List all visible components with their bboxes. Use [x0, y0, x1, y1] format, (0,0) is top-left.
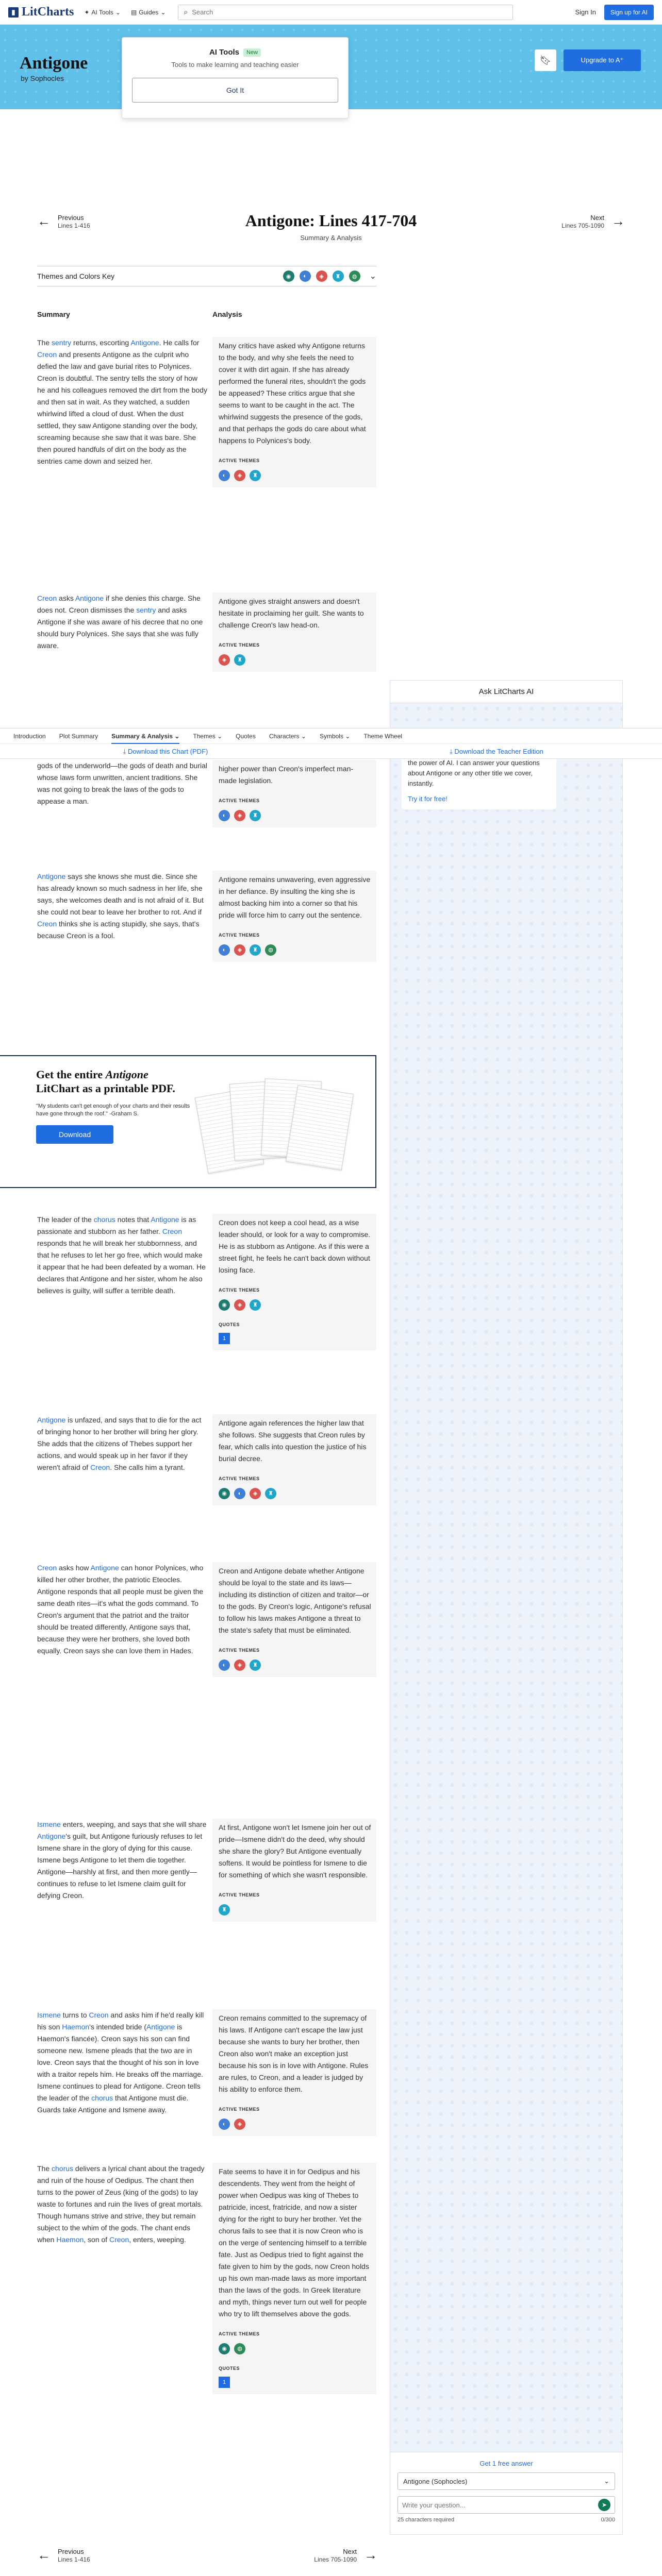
summary-text	[37, 2163, 207, 2246]
analysis-box	[212, 1414, 376, 1505]
download-chart-label: Download this Chart (PDF)	[128, 747, 208, 755]
summary-fragment: 's guilt, but Antigone furiously refuses to let Ismene share in the glory of dying for this cause. Ismene begs Antigone to let them die together. Antigone—harshly at first, and then more gently—continues to refuse to let Ismene claim guilt for defying Creon.	[37, 1832, 203, 1900]
character-link[interactable]: Creon	[162, 1227, 182, 1235]
ai-question-form	[390, 2452, 622, 2534]
summary-fragment: that Antigone must die. Guards take Antigone and Ismene away.	[37, 2094, 189, 2114]
theme-icon[interactable]: ◐	[219, 470, 230, 481]
summary-fragment: notes that	[115, 1215, 151, 1224]
summary-fragment: returns, escorting	[71, 338, 131, 347]
summary-fragment: says she knows she must die. Since she has already known so much sadness in her life, she says, she welcomes death and is not afraid of it. But she could not bear to leave her brother to rot. And if	[37, 872, 204, 916]
theme-icon[interactable]: ◐	[234, 1488, 245, 1499]
search-input[interactable]	[192, 8, 507, 16]
chevron-down-icon: ⌄	[115, 8, 121, 16]
active-themes-label: ACTIVE THEMES	[219, 642, 260, 648]
download-teacher-link[interactable]: ⤓ Download the Teacher Edition	[450, 747, 543, 755]
page-title: Antigone: Lines 417-704	[245, 211, 417, 230]
theme-icon: ◐	[300, 270, 311, 282]
theme-icon[interactable]: ◍	[265, 944, 276, 956]
chevron-down-icon: ⌄	[369, 272, 376, 281]
analysis-text: higher power than Creon's imperfect man-made legislation.	[219, 765, 354, 785]
popup-title-text: AI Tools	[209, 48, 240, 57]
tab-plot-summary[interactable]: Plot Summary	[59, 732, 98, 740]
theme-icon[interactable]: ♜	[234, 654, 245, 666]
tab-summary-analysis[interactable]: Summary & Analysis ⌄	[111, 733, 179, 744]
ai-intro-text: the power of AI. I can answer your questions about Antigone or any other title we cover, instantly.	[408, 759, 540, 787]
summary-fragment: asks how	[57, 1564, 91, 1572]
sign-in-link[interactable]: Sign In	[575, 8, 596, 16]
analysis-box	[212, 1562, 376, 1677]
summary-fragment: is unfazed, and says that to die for the act of bringing honor to her brother will bring her glory. She adds that the citizens of Thebes support her actions, and would speak up in her favor if they weren't afraid of	[37, 1416, 202, 1471]
theme-icons	[283, 270, 360, 282]
arrow-right-icon: →	[364, 2547, 377, 2563]
arrow-left-icon: ←	[37, 213, 51, 229]
promo-quote: "My students can't get enough of your charts and their results have gone through the roof." -Graham S.	[36, 1103, 190, 1117]
summary-fragment: enters, weeping, and says that she will share	[60, 1820, 207, 1828]
theme-icon[interactable]: ◈	[234, 944, 245, 956]
character-link[interactable]: Creon	[37, 594, 57, 602]
active-themes-icons	[219, 1904, 371, 1916]
summary-text	[37, 1214, 207, 1297]
theme-icon[interactable]: ♜	[265, 1488, 276, 1499]
next-sub: Lines 705-1090	[314, 2555, 357, 2563]
analysis-text: Creon does not keep a cool head, as a wise leader should, or look for a way to compromise. He is as stubborn as Antigone. As if this were a street fight, he feels he can't back down without losing face.	[219, 1218, 371, 1274]
summary-text	[37, 1819, 207, 1902]
theme-icon[interactable]: ◐	[219, 944, 230, 956]
book-author: by Sophocles	[21, 74, 64, 82]
theme-icon[interactable]: ◐	[219, 2119, 230, 2130]
sparkle-icon: ✦	[84, 8, 90, 16]
analysis-text: Antigone again references the higher law that she follows. She suggests that Creon rules by fear, which calls into question the justice of his burial decree.	[219, 1419, 367, 1463]
character-link[interactable]: Antigone	[151, 1215, 179, 1224]
guides-label: Guides	[139, 8, 159, 16]
summary-fragment: is Haemon's fiancée). Creon says his son can find someone new. Ismene pleads that the two are in love. Creon says that the thought of his son in love with a traitor repels him. He breaks off the marriage. Ismene continues to plead for Antigone. Creon tells the leader of the	[37, 2023, 203, 2102]
summary-fragment: and presents Antigone as the culprit who defied the law and gave burial rites to Polynices. Creon is doubtful. The sentry tells the story of how he and his colleagues removed the dirt from the body and then sat in wait. As they watched, a sudden whirlwind lifted a cloud of dust. When the dust settled, they saw Antigone standing over the body, screaming because she saw that it was bare. She then poured handfuls of dirt on the body as the sentries came down and seized her.	[37, 350, 207, 465]
download-row	[0, 744, 662, 759]
active-themes-label: ACTIVE THEMES	[219, 1476, 260, 1481]
theme-icon[interactable]: ♜	[250, 470, 261, 481]
bookmark-button[interactable]	[535, 49, 556, 71]
summary-fragment: 's intended bride (	[89, 2023, 147, 2031]
theme-icon[interactable]: ◐	[219, 810, 230, 821]
active-themes-icons	[219, 2119, 371, 2130]
active-themes-icons	[219, 2343, 371, 2354]
character-link[interactable]: chorus	[93, 1215, 115, 1224]
quotes-label: QUOTES	[219, 1322, 240, 1327]
themes-key-toggle[interactable]	[37, 266, 376, 286]
got-it-button[interactable]: Got It	[132, 78, 338, 103]
theme-icon[interactable]: ◈	[219, 654, 230, 666]
download-teacher-label: Download the Teacher Edition	[454, 747, 543, 755]
theme-icon[interactable]: ♜	[219, 1904, 230, 1916]
title-select-value: Antigone (Sophocles)	[403, 2477, 468, 2485]
promo-title	[36, 1067, 191, 1095]
tab-characters[interactable]: Characters ⌄	[269, 732, 306, 740]
analysis-box	[212, 1214, 376, 1350]
character-link[interactable]: Ismene	[37, 2011, 61, 2019]
active-themes-label: ACTIVE THEMES	[219, 2107, 260, 2112]
theme-icon[interactable]: ◉	[219, 1488, 230, 1499]
ai-intro-bubble	[402, 753, 556, 809]
chapter-nav	[37, 211, 625, 242]
chevron-down-icon: ⌄	[160, 8, 166, 16]
active-themes-icons	[219, 654, 371, 666]
prev-label: Previous	[58, 2547, 84, 2555]
analysis-box	[212, 1819, 376, 1922]
summary-text	[37, 760, 207, 807]
next-sub: Lines 705-1090	[561, 222, 604, 229]
summary-text	[37, 337, 207, 467]
analysis-box	[212, 2009, 376, 2136]
active-themes-icons	[219, 1659, 371, 1671]
theme-icon[interactable]: ♜	[250, 810, 261, 821]
ai-tools-label: AI Tools	[91, 8, 113, 16]
theme-icon: ◍	[349, 270, 360, 282]
char-counter	[398, 2517, 615, 2523]
theme-icon[interactable]: ◈	[234, 810, 245, 821]
prev-sub: Lines 1-416	[58, 222, 90, 229]
download-button[interactable]: Download	[36, 1125, 113, 1144]
logo-mark-icon: ▮	[8, 7, 19, 18]
summary-fragment: if she denies this charge. She does not. Creon dismisses the	[37, 594, 201, 614]
send-icon[interactable]: ➤	[598, 2499, 610, 2511]
quote-count-badge[interactable]: 1	[219, 2377, 230, 2388]
bottom-chapter-nav	[37, 2545, 377, 2576]
book-title: Antigone	[20, 54, 88, 73]
analysis-heading: Analysis	[212, 310, 242, 318]
theme-icon: ♜	[333, 270, 344, 282]
character-link[interactable]: Creon	[37, 350, 57, 359]
character-link[interactable]: Haemon	[62, 2023, 90, 2031]
theme-icon[interactable]: ◈	[234, 2119, 245, 2130]
tab-quotes[interactable]: Quotes	[236, 732, 256, 740]
bookmark-icon: 🔖︎	[539, 55, 552, 65]
character-link[interactable]: Antigone	[90, 1564, 119, 1572]
character-link[interactable]: Antigone	[37, 872, 66, 880]
character-link[interactable]: Antigone	[37, 1832, 66, 1840]
page-subtitle: Summary & Analysis	[300, 234, 362, 242]
free-answer-link[interactable]: Get 1 free answer	[479, 2460, 533, 2467]
upgrade-button[interactable]: Upgrade to A⁺	[564, 49, 641, 71]
summary-fragment: responds that he will break her stubbornness, and that he refuses to let her go free, which would make it appear that he had been defeated by a woman. He declares that Antigone and her sister, whom he also believes is guilty, will suffer a terrible death.	[37, 1239, 206, 1295]
ai-panel-title: Ask LitCharts AI	[390, 681, 622, 703]
tab-symbols[interactable]: Symbols ⌄	[319, 732, 351, 740]
logo-text: LitCharts	[22, 5, 74, 19]
theme-icon[interactable]: ◈	[234, 1659, 245, 1671]
analysis-text: Creon remains committed to the supremacy of his laws. If Antigone can't escape the law just because she wants to bury her brother, then Creon also won't make an exception just because his son is in love with Antigone. Rules are rules, to Creon, and a leader is judged by his ability to enforce them.	[219, 2014, 369, 2093]
quote-count-badge[interactable]: 1	[219, 1333, 230, 1344]
theme-icon[interactable]: ♜	[250, 1299, 261, 1311]
analysis-box	[212, 2163, 376, 2394]
next-label: Next	[590, 213, 604, 222]
active-themes-icons	[219, 1299, 371, 1311]
previous-link-bottom[interactable]	[37, 2547, 90, 2563]
analysis-text: Antigone gives straight answers and doesn't hesitate in proclaiming her guilt. She wants to challenge Creon's law head-on.	[219, 597, 364, 629]
character-link[interactable]: sentry	[136, 606, 156, 614]
tab-theme-wheel[interactable]: Theme Wheel	[363, 732, 403, 740]
arrow-left-icon: ←	[37, 2547, 51, 2563]
question-placeholder: Write your question...	[402, 2501, 466, 2509]
active-themes-icons	[219, 470, 371, 481]
summary-fragment: and asks him if he'd really kill his son	[37, 2011, 204, 2031]
next-label: Next	[343, 2547, 357, 2555]
character-link[interactable]: Antigone	[146, 2023, 175, 2031]
prev-label: Previous	[58, 213, 84, 222]
theme-icon[interactable]: ♜	[250, 944, 261, 956]
analysis-box	[212, 337, 376, 487]
summary-fragment: delivers a lyrical chant about the tragedy and ruin of the house of Oedipus. The chant then turns to the power of Zeus (king of the gods) to lay waste to fortunes and ruin the lives of great mortals. Though humans strive and strive, they but remain subject to the whim of the gods. The chant ends when	[37, 2164, 205, 2244]
active-themes-icons	[219, 944, 371, 956]
quotes-label: QUOTES	[219, 2366, 240, 2371]
active-themes-label: ACTIVE THEMES	[219, 1287, 260, 1293]
analysis-text: Fate seems to have it in for Oedipus and his descendents. They went from the height of power when Oedipus was king of Thebes to patricide, incest, fratricide, and now a sister dying for the right to bury her brother. Yet the chorus fails to see that it is now Creon who is on the verge of sentencing himself to a terrible fate. Just as Oedipus tried to fight against the fate given to him by the gods, now Creon holds up his own man-made laws as more important than the laws of the gods. In Greek literature and myth, things never turn out well for people who try to lift themselves above the gods.	[219, 2167, 369, 2318]
chars-required: 25 characters required	[398, 2517, 455, 2523]
active-themes-icons	[219, 810, 371, 821]
theme-icon[interactable]: ◉	[219, 2343, 230, 2354]
theme-icon[interactable]: ♜	[250, 1659, 261, 1671]
summary-fragment: gods of the underworld—the gods of death and burial whose laws form unwritten, ancient traditions. She was not going to break the laws of the gods to appease a man.	[37, 761, 208, 805]
character-link[interactable]: Creon	[37, 920, 57, 928]
character-link[interactable]: Creon	[90, 1463, 110, 1471]
next-link[interactable]	[561, 213, 625, 229]
guides-menu[interactable]	[131, 9, 166, 16]
theme-icon[interactable]: ◈	[250, 1488, 261, 1499]
summary-fragment: can honor Polynices, who killed her other brother, the patriotic Eteocles. Antigone responds that all people must be given the same death rites—it's what the gods command. To Creon's argument that the patriot and the traitor should be treated differently, Antigone says that, because they were her brothers, she loved both equally. Creon says she can love them in Hades.	[37, 1564, 204, 1655]
summary-fragment: , enters, weeping.	[129, 2235, 186, 2244]
summary-text	[37, 871, 207, 942]
summary-heading: Summary	[37, 310, 70, 318]
theme-icon[interactable]: ◍	[234, 2343, 245, 2354]
active-themes-label: ACTIVE THEMES	[219, 933, 260, 938]
theme-icon[interactable]: ◈	[234, 1299, 245, 1311]
theme-icon: ◈	[316, 270, 327, 282]
book-icon: ▤	[130, 8, 137, 16]
analysis-box	[212, 760, 376, 827]
ai-tools-menu[interactable]	[84, 9, 121, 16]
sticky-toolbar	[0, 728, 662, 759]
popup-description: Tools to make learning and teaching easier	[171, 61, 299, 69]
ai-tools-popup	[122, 37, 349, 118]
summary-text	[37, 1414, 207, 1473]
search-box	[178, 5, 513, 20]
title-select[interactable]	[398, 2472, 615, 2490]
character-link[interactable]: Creon	[89, 2011, 109, 2019]
ask-ai-panel	[390, 680, 623, 2535]
character-link[interactable]: Creon	[109, 2235, 129, 2244]
active-themes-icons	[219, 1488, 371, 1499]
summary-fragment: asks	[57, 594, 75, 602]
search-icon: ⌕	[184, 8, 188, 16]
analysis-text: Antigone remains unwavering, even aggressive in her defiance. By insulting the king she is almost backing him into a corner so that his pride will force him to carry out the sentence.	[219, 875, 371, 919]
summary-fragment: . She calls him a tyrant.	[110, 1463, 185, 1471]
promo-title-c: LitChart as a printable PDF.	[36, 1082, 175, 1095]
character-link[interactable]: Haemon	[56, 2235, 84, 2244]
prev-sub: Lines 1-416	[58, 2555, 90, 2563]
summary-text	[37, 2009, 207, 2116]
try-free-link[interactable]: Try it for free!	[408, 795, 448, 803]
summary-fragment: is as passionate and stubborn as her father.	[37, 1215, 196, 1235]
section-tabs	[0, 728, 662, 744]
character-link[interactable]: chorus	[91, 2094, 113, 2102]
next-link-bottom[interactable]	[314, 2547, 377, 2563]
summary-fragment: thinks she is acting stupidly, she says, that's because Creon is a fool.	[37, 920, 200, 940]
tab-themes[interactable]: Themes ⌄	[193, 732, 223, 740]
summary-fragment: The	[37, 2164, 52, 2173]
active-themes-label: ACTIVE THEMES	[219, 1892, 260, 1897]
summary-fragment: The	[37, 338, 52, 347]
character-link[interactable]: Antigone	[130, 338, 159, 347]
analysis-box	[212, 871, 376, 962]
arrow-right-icon: →	[611, 213, 625, 229]
summary-fragment: , son of	[84, 2235, 110, 2244]
character-link[interactable]: Ismene	[37, 1820, 61, 1828]
analysis-text: At first, Antigone won't let Ismene join her out of pride—Ismene didn't do the deed, why should she share the glory? But Antigone eventually softens. It would be pointless for Ismene to die for something of which she wasn't responsible.	[219, 1823, 371, 1879]
active-themes-label: ACTIVE THEMES	[219, 798, 260, 803]
theme-icon[interactable]: ◉	[219, 1299, 230, 1311]
character-link[interactable]: sentry	[52, 338, 72, 347]
summary-fragment: turns to	[60, 2011, 89, 2019]
active-themes-label: ACTIVE THEMES	[219, 1648, 260, 1653]
summary-fragment: The leader of the	[37, 1215, 94, 1224]
logo[interactable]	[8, 5, 74, 19]
summary-fragment: . He calls for	[159, 338, 200, 347]
character-link[interactable]: Antigone	[75, 594, 104, 602]
character-link[interactable]: chorus	[52, 2164, 74, 2173]
summary-text	[37, 1562, 207, 1657]
character-link[interactable]: Creon	[37, 1564, 57, 1572]
active-themes-label: ACTIVE THEMES	[219, 458, 260, 463]
tab-introduction[interactable]: Introduction	[13, 732, 46, 740]
summary-text	[37, 592, 207, 652]
analysis-text: Creon and Antigone debate whether Antigone should be loyal to the state and its laws—including its distinction of citizen and traitor—or to the gods. By Creon's logic, Antigone's refusal to follow his laws makes Antigone a threat to the state's safety that must be eliminated.	[219, 1567, 371, 1634]
analysis-text: Many critics have asked why Antigone returns to the body, and why she feels the need to cover it with dirt again. If she has already performed the funeral rites, shouldn't the gods be appeased? These critics argue that she seems to want to be caught in the act. The whirlwind suggests the presence of the gods, and that perhaps the gods do care about what happens to Polynices's body.	[219, 342, 366, 445]
theme-icon: ◉	[283, 270, 294, 282]
sign-up-button[interactable]: Sign up for AI	[604, 5, 654, 20]
character-link[interactable]: Antigone	[37, 1416, 66, 1424]
pdf-preview-image	[191, 1077, 356, 1180]
download-chart-link[interactable]: ⤓ Download this Chart (PDF)	[123, 747, 208, 755]
analysis-box	[212, 592, 376, 672]
active-themes-label: ACTIVE THEMES	[219, 2331, 260, 2336]
summary-fragment: and asks Antigone if she was aware of his decree that no one should bury Polynices. She says that she was fully aware.	[37, 606, 203, 650]
promo-title-b: Antigone	[105, 1068, 148, 1081]
promo-title-a: Get the entire	[36, 1068, 106, 1081]
pdf-promo	[0, 1055, 376, 1188]
top-nav	[0, 0, 662, 25]
themes-key-label: Themes and Colors Key	[37, 272, 115, 280]
new-badge: New	[243, 48, 261, 57]
question-input[interactable]	[398, 2496, 615, 2514]
popup-title	[209, 48, 261, 57]
theme-icon[interactable]: ◈	[234, 470, 245, 481]
chevron-down-icon: ⌄	[604, 2477, 609, 2485]
theme-icon[interactable]: ◐	[219, 1659, 230, 1671]
char-count: 0/300	[601, 2517, 615, 2523]
